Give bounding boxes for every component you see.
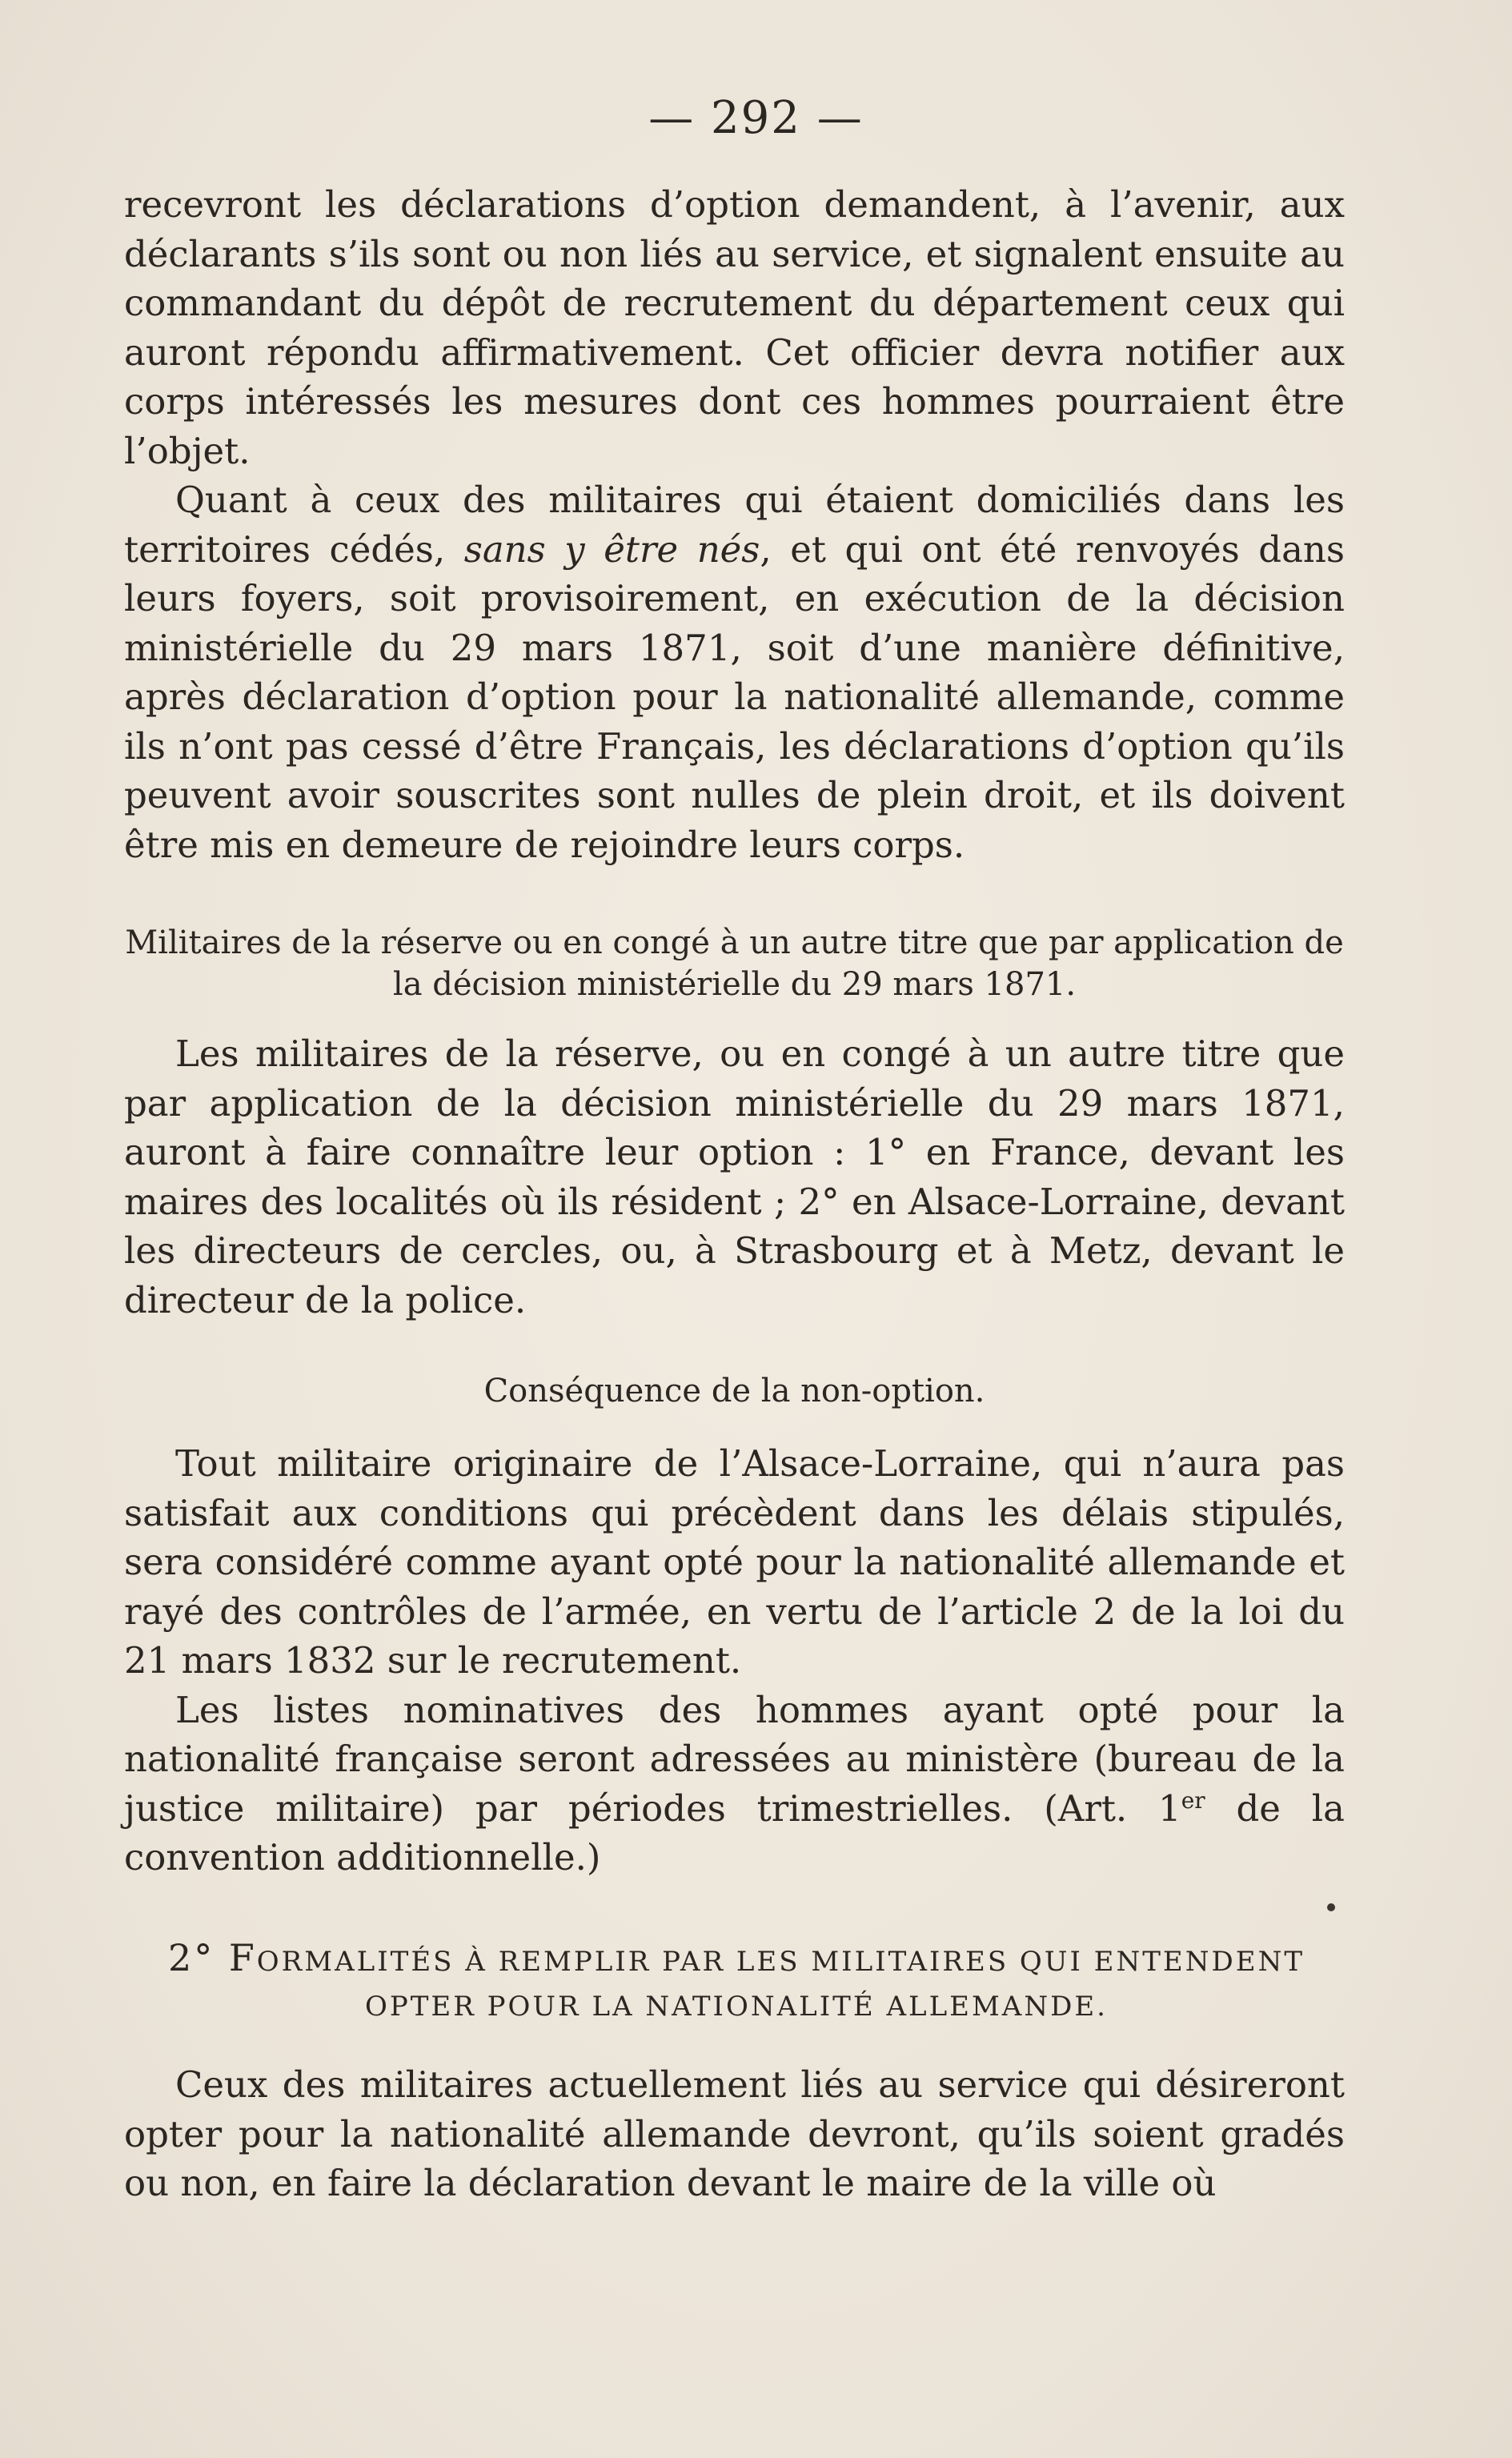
italic-phrase: sans y être nés: [463, 527, 760, 571]
stray-dot: [1327, 1903, 1335, 1911]
text-block-top: [124, 180, 1345, 869]
superscript: er: [1181, 1786, 1205, 1814]
paragraph-text: Quant à ceux des militaires qui étaient domiciliés dans les territoires cédés,: [124, 479, 1345, 571]
paragraph-listes-nominatives: [124, 1686, 1345, 1883]
text-block-reserve: [124, 1029, 1345, 1325]
paragraph-text: de la convention additionnelle.): [124, 1786, 1345, 1879]
heading-reserve: Militaires de la réserve ou en congé à un autre titre que par application de la décision ministérielle du 29 mars 1871.: [125, 924, 1344, 1003]
heading-text: ORMALITÉS À REMPLIR PAR LES MILITAIRES QUI ENTENDENT OPTER POUR LA NATIONALITÉ ALLEMANDE.: [256, 1946, 1305, 2023]
paragraph-tout-militaire: Tout militaire originaire de l’Alsace-Lorraine, qui n’aura pas satisfait aux conditions qui précèdent dans les délais stipulés, sera considéré comme ayant opté pour la nationalité allemande et rayé des contrôles de l’armée, en vertu de l’article 2 de la loi du 21 mars 1832 sur le recrutement.: [124, 1442, 1345, 1682]
text-block-non-option: [124, 1439, 1345, 1883]
heading-formalites: [160, 1935, 1313, 2029]
paragraph-reserve: Les militaires de la réserve, ou en congé à un autre titre que par application de la décision ministérielle du 29 mars 1871, auront à faire connaître leur option : 1° en France, devant les maires des localités où ils résident ; 2° en Alsace-Lorraine, devant les directeurs de cercles, ou, à Strasbourg et à Metz, devant le directeur de la police.: [124, 1033, 1345, 1321]
paragraph-ceux-des-militaires: Ceux des militaires actuellement liés au service qui désireront opter pour la nationalité allemande devront, qu’ils soient gradés ou non, en faire la déclaration devant le maire de la ville où: [124, 2063, 1345, 2204]
page-number: — 292 —: [648, 92, 864, 144]
heading-number: 2°: [167, 1936, 229, 1979]
heading-initial: F: [228, 1936, 257, 1979]
paragraph-text: Les listes nominatives des hommes ayant opté pour la nationalité française seront adressées au ministère (bureau de la justice militaire) par périodes trimestrielles. (Art. 1: [124, 1688, 1345, 1830]
paragraph-text: , et qui ont été renvoyés dans leurs foyers, soit provisoirement, en exécution de la décision ministérielle du 29 mars 1871, soit d’une manière définitive, après déclaration d’option pour la nationalité allemande, comme ils n’ont pas cessé d’être Français, les déclarations d’option qu’ils peuvent avoir souscrites sont nulles de plein droit, et ils doivent être mis en demeure de rejoindre leurs corps.: [124, 527, 1345, 866]
paragraph-quant-a-ceux: [124, 475, 1345, 869]
paragraph-continuation: recevront les déclarations d’option demandent, à l’avenir, aux déclarants s’ils sont ou non liés au service, et signalent ensuite au commandant du dépôt de recrutement du département ceux qui auront répondu affirmativement. Cet officier devra notifier aux corps intéressés les mesures dont ces hommes pourraient être l’objet.: [124, 183, 1345, 472]
text-block-bottom: [124, 2060, 1345, 2208]
heading-non-option: Conséquence de la non-option.: [483, 1373, 985, 1409]
